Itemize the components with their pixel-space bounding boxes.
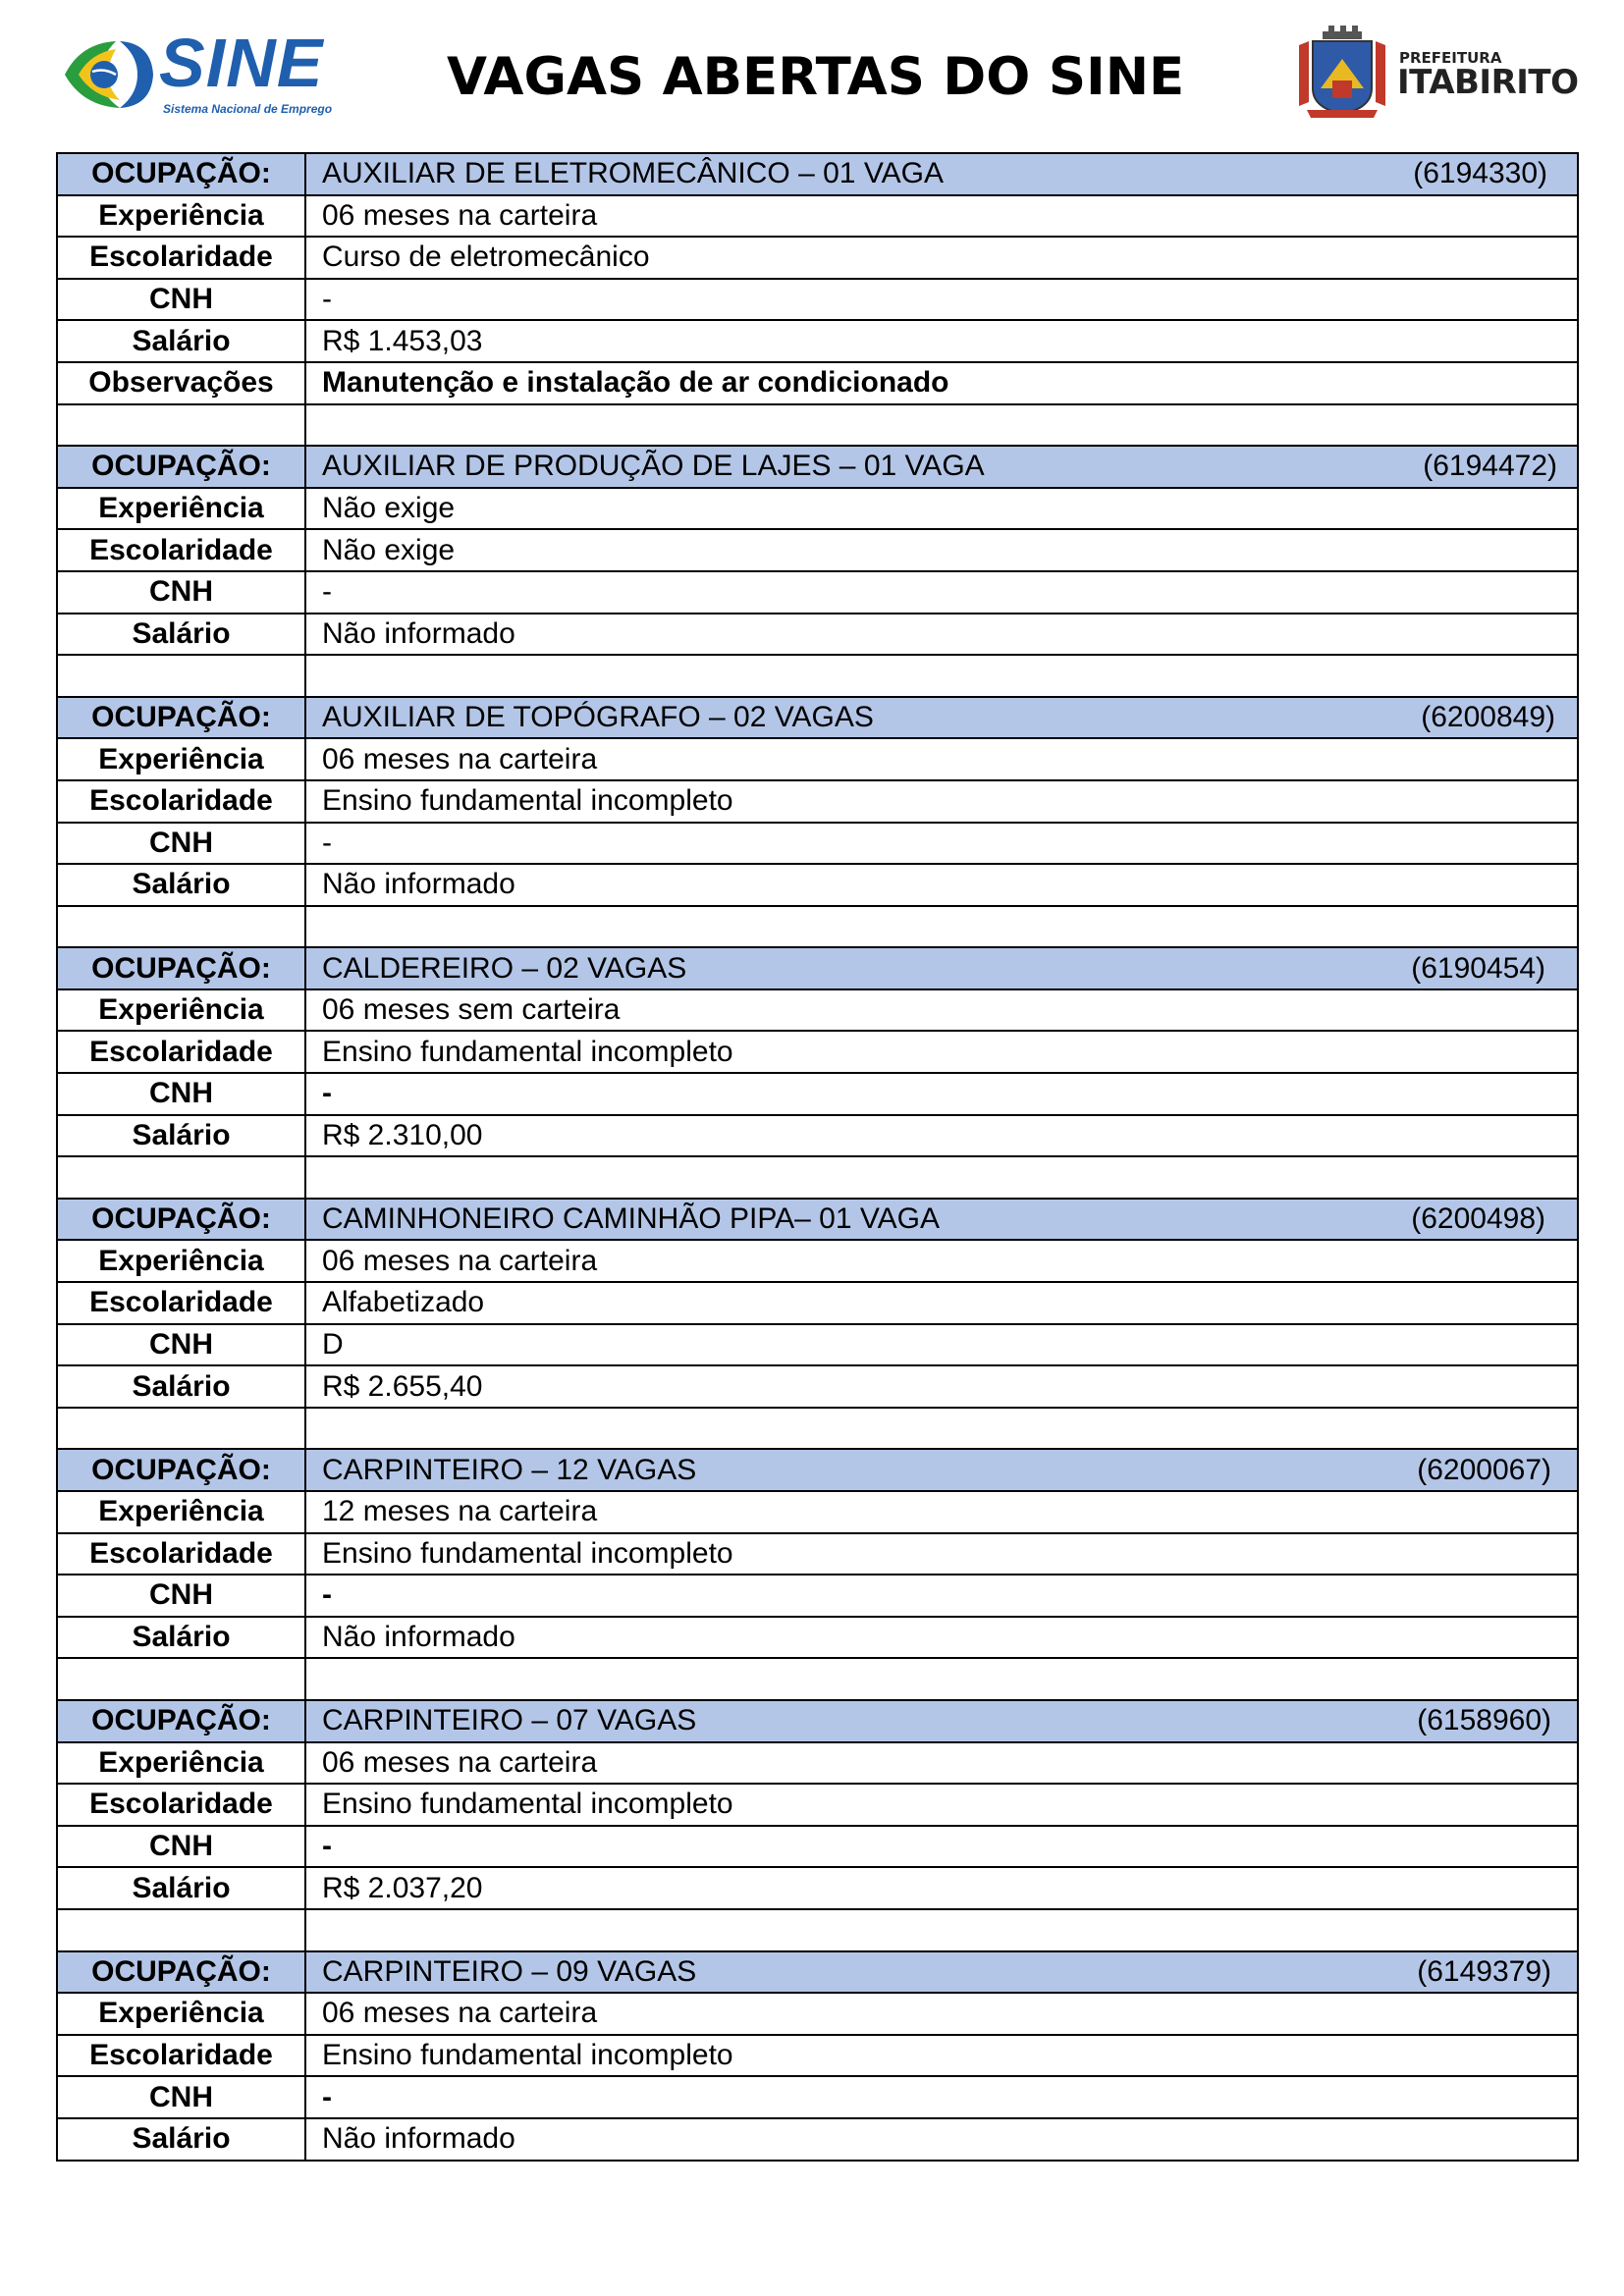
salary-label: Salário (57, 1115, 305, 1157)
salary-value: Não informado (305, 1617, 1578, 1659)
education-label: Escolaridade (57, 2035, 305, 2077)
spacer-row (57, 906, 1578, 948)
spacer-row (57, 404, 1578, 447)
occupation-cell (305, 1449, 1578, 1491)
education-value: Ensino fundamental incompleto (305, 780, 1578, 823)
license-label: CNH (57, 823, 305, 865)
occupation-row (57, 697, 1578, 739)
notes-value: Manutenção e instalação de ar condicionado (305, 362, 1578, 404)
job-code: (6158960) (1417, 1704, 1551, 1737)
license-label: CNH (57, 1826, 305, 1868)
license-value: D (305, 1324, 1578, 1366)
education-value: Ensino fundamental incompleto (305, 1784, 1578, 1826)
sine-logo-subtitle: Sistema Nacional de Emprego (163, 102, 333, 116)
education-row (57, 780, 1578, 823)
education-row (57, 529, 1578, 571)
education-value: Ensino fundamental incompleto (305, 2035, 1578, 2077)
experience-value: 06 meses na carteira (305, 1742, 1578, 1785)
education-label: Escolaridade (57, 780, 305, 823)
license-value: - (305, 1073, 1578, 1115)
spacer-cell (57, 404, 305, 447)
license-label: CNH (57, 2076, 305, 2118)
education-value: Curso de eletromecânico (305, 237, 1578, 279)
salary-row (57, 864, 1578, 906)
job-code: (6190454) (1411, 951, 1545, 985)
occupation-cell (305, 1951, 1578, 1994)
license-label: CNH (57, 1575, 305, 1617)
occupation-title: AUXILIAR DE TOPÓGRAFO – 02 VAGAS (322, 701, 874, 734)
salary-label: Salário (57, 1365, 305, 1408)
salary-label: Salário (57, 864, 305, 906)
salary-row (57, 1365, 1578, 1408)
spacer-cell (305, 906, 1578, 948)
occupation-title: AUXILIAR DE PRODUÇÃO DE LAJES – 01 VAGA (322, 450, 985, 483)
spacer-row (57, 1408, 1578, 1450)
job-code: (6149379) (1417, 1954, 1551, 1988)
prefeitura-label: PREFEITURA (1399, 49, 1502, 67)
salary-row (57, 320, 1578, 362)
education-row (57, 1031, 1578, 1073)
spacer-cell (305, 1408, 1578, 1450)
education-label: Escolaridade (57, 1784, 305, 1826)
occupation-row (57, 947, 1578, 989)
job-code: (6200498) (1411, 1202, 1545, 1236)
sine-logo-text: SINE (159, 25, 324, 101)
salary-label: Salário (57, 1617, 305, 1659)
salary-value: R$ 2.655,40 (305, 1365, 1578, 1408)
occupation-row (57, 153, 1578, 195)
sine-logo (61, 25, 346, 123)
spacer-cell (305, 404, 1578, 447)
experience-row (57, 1491, 1578, 1533)
occupation-label: OCUPAÇÃO: (57, 446, 305, 488)
salary-row (57, 614, 1578, 656)
prefeitura-logo (1291, 20, 1579, 128)
license-label: CNH (57, 1073, 305, 1115)
license-label: CNH (57, 279, 305, 321)
occupation-title: CARPINTEIRO – 07 VAGAS (322, 1704, 697, 1737)
occupation-row (57, 1199, 1578, 1241)
salary-row (57, 1617, 1578, 1659)
license-row (57, 571, 1578, 614)
experience-value: 06 meses na carteira (305, 1240, 1578, 1282)
salary-label: Salário (57, 2118, 305, 2161)
education-value: Não exige (305, 529, 1578, 571)
experience-value: 06 meses na carteira (305, 195, 1578, 238)
education-row (57, 237, 1578, 279)
experience-label: Experiência (57, 488, 305, 530)
salary-label: Salário (57, 614, 305, 656)
experience-value: 06 meses sem carteira (305, 989, 1578, 1032)
spacer-cell (57, 655, 305, 697)
experience-value: 06 meses na carteira (305, 1993, 1578, 2035)
salary-value: Não informado (305, 2118, 1578, 2161)
license-row (57, 2076, 1578, 2118)
city-name: ITABIRITO (1397, 63, 1579, 102)
education-row (57, 1282, 1578, 1324)
experience-row (57, 1742, 1578, 1785)
occupation-cell (305, 153, 1578, 195)
license-row (57, 1073, 1578, 1115)
spacer-cell (57, 906, 305, 948)
brazil-flag-icon (61, 35, 155, 114)
license-value: - (305, 1826, 1578, 1868)
spacer-cell (305, 1658, 1578, 1700)
salary-value: R$ 2.310,00 (305, 1115, 1578, 1157)
license-value: - (305, 823, 1578, 865)
salary-value: R$ 1.453,03 (305, 320, 1578, 362)
notes-row (57, 362, 1578, 404)
license-row (57, 1575, 1578, 1617)
spacer-cell (57, 1156, 305, 1199)
notes-label: Observações (57, 362, 305, 404)
spacer-row (57, 1909, 1578, 1951)
occupation-row (57, 1449, 1578, 1491)
experience-row (57, 1240, 1578, 1282)
spacer-cell (57, 1658, 305, 1700)
education-label: Escolaridade (57, 237, 305, 279)
salary-row (57, 1867, 1578, 1909)
education-label: Escolaridade (57, 1282, 305, 1324)
salary-value: R$ 2.037,20 (305, 1867, 1578, 1909)
page-header (0, 0, 1624, 147)
occupation-label: OCUPAÇÃO: (57, 697, 305, 739)
education-row (57, 2035, 1578, 2077)
salary-label: Salário (57, 1867, 305, 1909)
occupation-cell (305, 1700, 1578, 1742)
occupation-title: CARPINTEIRO – 12 VAGAS (322, 1453, 697, 1486)
education-row (57, 1784, 1578, 1826)
occupation-title: CARPINTEIRO – 09 VAGAS (322, 1954, 697, 1988)
license-row (57, 1324, 1578, 1366)
license-value: - (305, 1575, 1578, 1617)
page-title: VAGAS ABERTAS DO SINE (447, 47, 1185, 107)
experience-label: Experiência (57, 1491, 305, 1533)
occupation-label: OCUPAÇÃO: (57, 1199, 305, 1241)
experience-label: Experiência (57, 1742, 305, 1785)
occupation-cell (305, 1199, 1578, 1241)
spacer-row (57, 655, 1578, 697)
spacer-cell (305, 1156, 1578, 1199)
license-label: CNH (57, 571, 305, 614)
education-value: Ensino fundamental incompleto (305, 1533, 1578, 1575)
occupation-cell (305, 697, 1578, 739)
spacer-row (57, 1658, 1578, 1700)
education-label: Escolaridade (57, 529, 305, 571)
salary-row (57, 1115, 1578, 1157)
education-value: Ensino fundamental incompleto (305, 1031, 1578, 1073)
city-crest-icon (1293, 24, 1391, 122)
spacer-cell (57, 1408, 305, 1450)
occupation-cell (305, 446, 1578, 488)
job-code: (6194472) (1423, 450, 1557, 483)
education-label: Escolaridade (57, 1533, 305, 1575)
job-code: (6200849) (1421, 701, 1555, 734)
spacer-cell (305, 1909, 1578, 1951)
occupation-label: OCUPAÇÃO: (57, 947, 305, 989)
occupation-row (57, 446, 1578, 488)
education-label: Escolaridade (57, 1031, 305, 1073)
education-value: Alfabetizado (305, 1282, 1578, 1324)
license-row (57, 279, 1578, 321)
spacer-cell (305, 655, 1578, 697)
license-value: - (305, 279, 1578, 321)
experience-value: Não exige (305, 488, 1578, 530)
experience-label: Experiência (57, 195, 305, 238)
education-row (57, 1533, 1578, 1575)
experience-label: Experiência (57, 1993, 305, 2035)
license-label: CNH (57, 1324, 305, 1366)
experience-label: Experiência (57, 1240, 305, 1282)
occupation-cell (305, 947, 1578, 989)
experience-row (57, 488, 1578, 530)
license-value: - (305, 571, 1578, 614)
license-row (57, 823, 1578, 865)
occupation-label: OCUPAÇÃO: (57, 1700, 305, 1742)
salary-row (57, 2118, 1578, 2161)
occupation-title: CAMINHONEIRO CAMINHÃO PIPA– 01 VAGA (322, 1202, 941, 1236)
experience-label: Experiência (57, 989, 305, 1032)
occupation-title: AUXILIAR DE ELETROMECÂNICO – 01 VAGA (322, 157, 944, 190)
experience-row (57, 989, 1578, 1032)
experience-row (57, 738, 1578, 780)
experience-row (57, 195, 1578, 238)
license-value: - (305, 2076, 1578, 2118)
occupation-label: OCUPAÇÃO: (57, 153, 305, 195)
job-code: (6194330) (1413, 157, 1547, 190)
salary-value: Não informado (305, 614, 1578, 656)
job-openings-table (56, 152, 1579, 2162)
experience-value: 06 meses na carteira (305, 738, 1578, 780)
occupation-row (57, 1700, 1578, 1742)
spacer-row (57, 1156, 1578, 1199)
occupation-row (57, 1951, 1578, 1994)
spacer-cell (57, 1909, 305, 1951)
salary-value: Não informado (305, 864, 1578, 906)
license-row (57, 1826, 1578, 1868)
occupation-title: CALDEREIRO – 02 VAGAS (322, 951, 687, 985)
occupation-label: OCUPAÇÃO: (57, 1951, 305, 1994)
salary-label: Salário (57, 320, 305, 362)
job-code: (6200067) (1417, 1453, 1551, 1486)
occupation-label: OCUPAÇÃO: (57, 1449, 305, 1491)
experience-value: 12 meses na carteira (305, 1491, 1578, 1533)
experience-label: Experiência (57, 738, 305, 780)
experience-row (57, 1993, 1578, 2035)
